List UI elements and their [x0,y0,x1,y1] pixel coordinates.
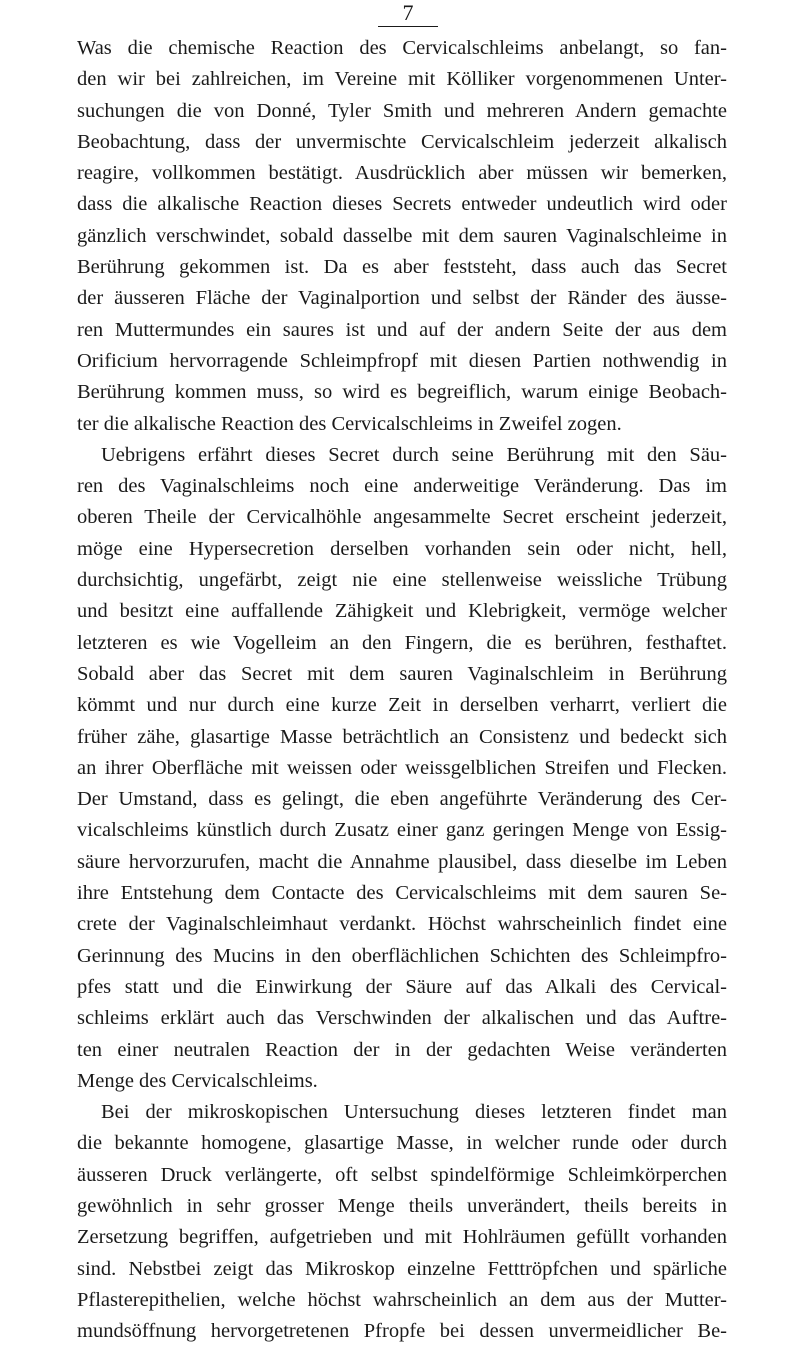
text-line: die bekannte homogene, glasartige Masse, in welcher runde oder durch [77,1132,727,1155]
text-line: schleims erklärt auch das Verschwinden der alkalischen und das Auftre- [77,1007,727,1030]
text-line: Menge des Cervicalschleims. [77,1069,318,1092]
text-line: Der Umstand, dass es gelingt, die eben angeführte Veränderung des Cer- [77,788,727,811]
text-line: früher zähe, glasartige Masse beträchtlich an Consistenz und bedeckt sich [77,725,727,748]
text-line: letzteren es wie Vogelleim an den Fingern, die es berühren, festhaftet. [77,631,727,654]
text-line: ren Muttermundes ein saures ist und auf der andern Seite der aus dem [77,318,727,341]
text-line: ihre Entstehung dem Contacte des Cervicalschleims mit dem sauren Se- [77,882,727,905]
text-line: säure hervorzurufen, macht die Annahme plausibel, dass dieselbe im Leben [77,850,727,873]
text-line: reagire, vollkommen bestätigt. Ausdrücklich aber müssen wir bemerken, [77,162,727,185]
text-line: vicalschleims künstlich durch Zusatz einer ganz geringen Menge von Essig- [77,819,727,842]
text-line: ter die alkalische Reaction des Cervicalschleims in Zweifel zogen. [77,412,622,435]
text-line: mundsöffnung hervorgetretenen Pfropfe bei dessen unvermeidlicher Be- [77,1320,727,1343]
text-line: suchungen die von Donné, Tyler Smith und mehreren Andern gemachte [77,99,727,122]
text-line: ren des Vaginalschleims noch eine anderweitige Veränderung. Das im [77,475,727,498]
text-line: Berührung kommen muss, so wird es begreiflich, warum einige Beobach- [77,381,727,404]
text-line: Orificium hervorragende Schleimpfropf mit diesen Partien nothwendig in [77,349,727,372]
text-line: oberen Theile der Cervicalhöhle angesammelte Secret erscheint jederzeit, [77,506,727,529]
text-line: crete der Vaginalschleimhaut verdankt. Höchst wahrscheinlich findet eine [77,913,727,936]
text-line: pfes statt und die Einwirkung der Säure auf das Alkali des Cervical- [77,975,727,998]
text-line: gewöhnlich in sehr grosser Menge theils unverändert, theils bereits in [77,1194,727,1217]
text-line: Uebrigens erfährt dieses Secret durch seine Berührung mit den Säu- [101,443,727,466]
text-line: Pflasterepithelien, welche höchst wahrscheinlich an dem aus der Mutter- [77,1288,727,1311]
page-number: 7 [378,0,438,27]
text-line: möge eine Hypersecretion derselben vorhanden sein oder nicht, hell, [77,537,727,560]
text-line: Berührung gekommen ist. Da es aber feststeht, dass auch das Secret [77,256,727,279]
text-line: Bei der mikroskopischen Untersuchung dieses letzteren findet man [101,1101,727,1124]
text-line: Was die chemische Reaction des Cervicalschleims anbelangt, so fan- [77,37,727,59]
text-line: ten einer neutralen Reaction der in der gedachten Weise veränderten [77,1038,727,1061]
text-line: Gerinnung des Mucins in den oberflächlichen Schichten des Schleimpfro- [77,944,727,967]
text-line: durchsichtig, ungefärbt, zeigt nie eine stellenweise weissliche Trübung [77,569,727,592]
text-line: und besitzt eine auffallende Zähigkeit und Klebrigkeit, vermöge welcher [77,600,727,623]
text-line: der äusseren Fläche der Vaginalportion und selbst der Ränder des äusse- [77,287,727,310]
text-line: Sobald aber das Secret mit dem sauren Vaginalschleim in Berührung [77,662,727,685]
text-line: sind. Nebstbei zeigt das Mikroskop einzelne Fetttröpfchen und spärliche [77,1257,727,1280]
text-line: kömmt und nur durch eine kurze Zeit in derselben verharrt, verliert die [77,694,727,717]
text-line: den wir bei zahlreichen, im Vereine mit Kölliker vorgenommenen Unter- [77,68,727,91]
text-line: äusseren Druck verlängerte, oft selbst spindelförmige Schleimkörperchen [77,1163,727,1186]
body-text [77,33,727,1347]
text-line: Zersetzung begriffen, aufgetrieben und mit Hohlräumen gefüllt vorhanden [77,1226,727,1249]
text-line: gänzlich verschwindet, sobald dasselbe mit dem sauren Vaginalschleime in [77,224,727,247]
text-line: an ihrer Oberfläche mit weissen oder weissgelblichen Streifen und Flecken. [77,756,727,779]
text-line: Beobachtung, dass der unvermischte Cervicalschleim jederzeit alkalisch [77,130,727,153]
text-line: dass die alkalische Reaction dieses Secrets entweder undeutlich wird oder [77,193,727,216]
